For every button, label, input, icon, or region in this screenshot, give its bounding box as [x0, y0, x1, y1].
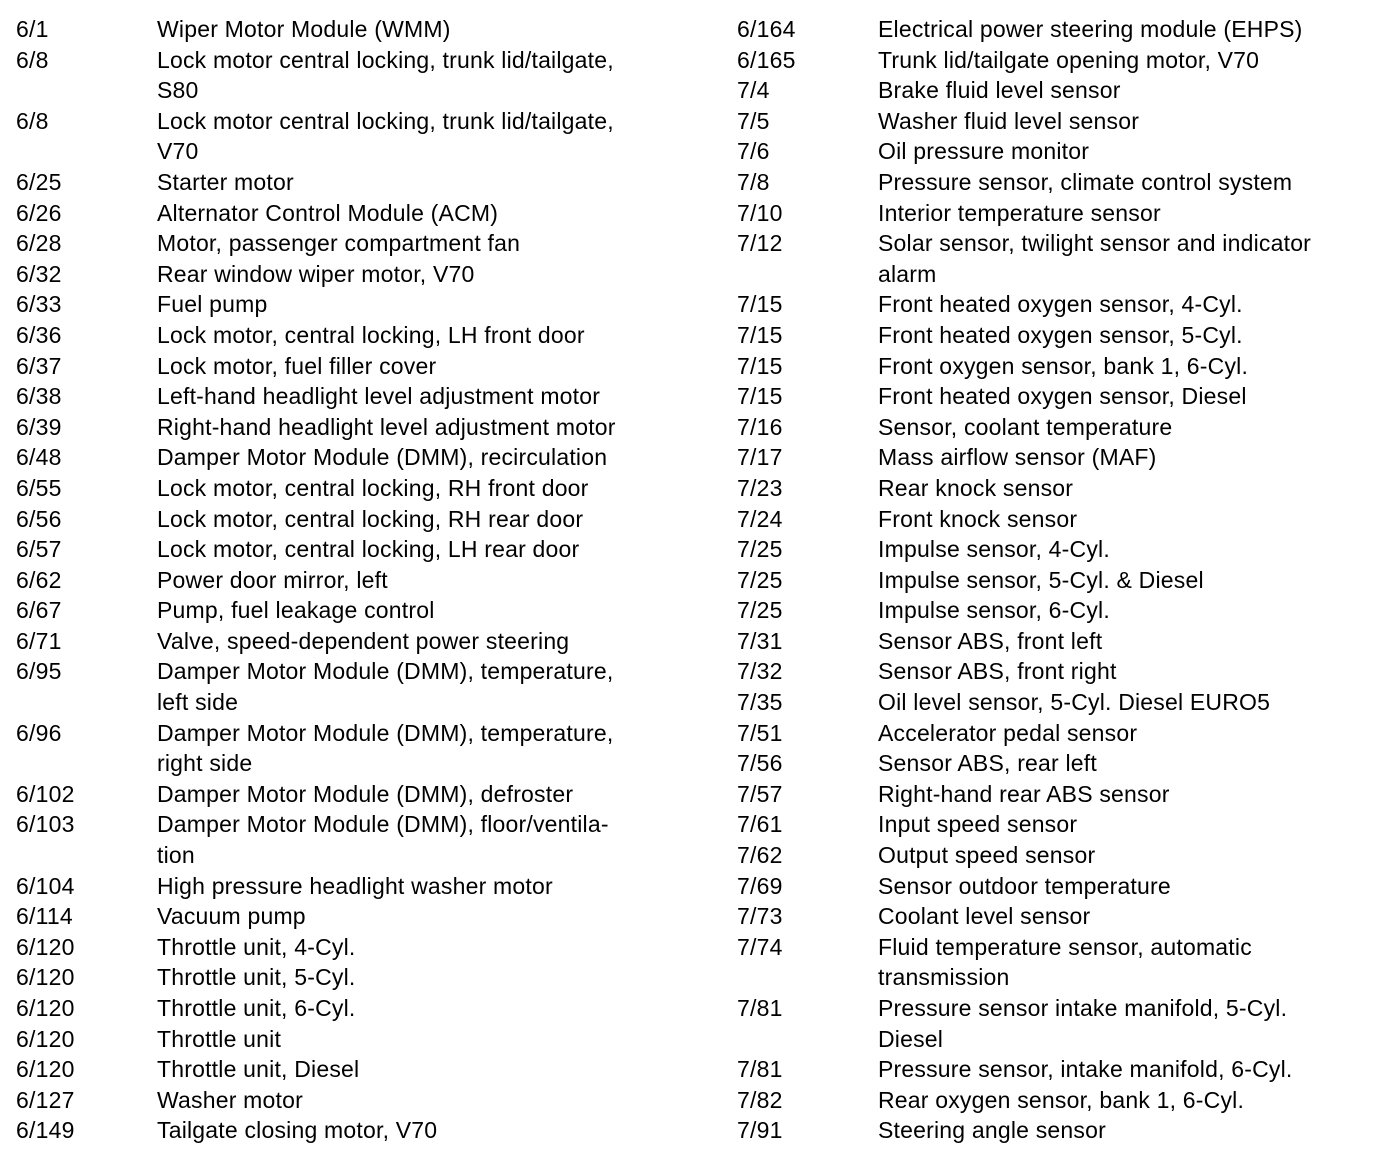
component-code: 6/1	[16, 16, 49, 42]
legend-entry	[737, 75, 1367, 106]
component-description: Rear window wiper motor, V70	[157, 260, 475, 287]
component-description: Pump, fuel leakage control	[157, 597, 435, 624]
component-code: 7/15	[737, 291, 783, 318]
component-code: 7/56	[737, 750, 783, 777]
legend-entry	[16, 228, 696, 259]
component-code: 7/57	[737, 780, 783, 807]
component-description: Damper Motor Module (DMM), recirculation	[157, 444, 608, 471]
legend-entry	[737, 1085, 1367, 1116]
component-code: 6/28	[16, 230, 62, 257]
component-code: 7/6	[737, 138, 770, 165]
component-code: 7/15	[737, 352, 783, 379]
legend-entry	[737, 748, 1367, 779]
component-code: 6/149	[16, 1117, 75, 1144]
legend-entry	[737, 1115, 1367, 1146]
component-code: 6/8	[16, 46, 49, 73]
component-code: 7/4	[737, 77, 770, 104]
legend-entry	[16, 1115, 696, 1146]
component-code: 6/37	[16, 352, 62, 379]
legend-entry	[737, 198, 1367, 229]
component-code: 6/165	[737, 46, 796, 73]
legend-entry	[16, 504, 696, 535]
component-code: 7/32	[737, 658, 783, 685]
legend-entry	[16, 656, 696, 717]
component-code: 7/73	[737, 903, 783, 930]
component-code: 7/15	[737, 383, 783, 410]
component-description: Throttle unit, Diesel	[157, 1056, 360, 1083]
component-code: 7/62	[737, 842, 783, 869]
legend-entry	[737, 351, 1367, 382]
component-description: Lock motor central locking, trunk lid/tailgate, S80	[157, 46, 614, 104]
component-description: Pressure sensor, climate control system	[878, 168, 1293, 195]
component-code: 6/56	[16, 505, 62, 532]
component-code: 6/104	[16, 872, 75, 899]
component-code: 6/120	[16, 1056, 75, 1083]
component-code: 7/12	[737, 230, 783, 257]
component-code: 7/91	[737, 1117, 783, 1144]
legend-entry	[737, 289, 1367, 320]
component-description: Output speed sensor	[878, 842, 1096, 869]
component-code: 7/17	[737, 444, 783, 471]
component-code: 7/10	[737, 199, 783, 226]
legend-entry	[737, 412, 1367, 443]
component-code: 6/96	[16, 719, 62, 746]
legend-entry	[737, 565, 1367, 596]
component-code: 6/32	[16, 260, 62, 287]
component-description: Damper Motor Module (DMM), temperature, left side	[157, 658, 614, 716]
component-code: 7/25	[737, 536, 783, 563]
legend-entry	[737, 442, 1367, 473]
component-description: Rear oxygen sensor, bank 1, 6-Cyl.	[878, 1086, 1245, 1113]
legend-entry	[16, 901, 696, 932]
component-description: Damper Motor Module (DMM), defroster	[157, 780, 574, 807]
component-description: Impulse sensor, 4-Cyl.	[878, 536, 1110, 563]
component-code: 7/15	[737, 321, 783, 348]
component-description: Alternator Control Module (ACM)	[157, 199, 499, 226]
component-description: Lock motor, central locking, RH front door	[157, 474, 589, 501]
component-description: Impulse sensor, 5-Cyl. & Diesel	[878, 566, 1204, 593]
legend-entry	[737, 871, 1367, 902]
left-legend-column	[16, 14, 696, 1146]
legend-entry	[737, 136, 1367, 167]
legend-entry	[737, 718, 1367, 749]
legend-entry	[737, 167, 1367, 198]
component-description: Trunk lid/tailgate opening motor, V70	[878, 46, 1260, 73]
legend-entry	[16, 198, 696, 229]
component-code: 7/74	[737, 933, 783, 960]
component-code: 6/25	[16, 168, 62, 195]
legend-entry	[16, 14, 696, 45]
legend-entry	[16, 259, 696, 290]
legend-entry	[737, 534, 1367, 565]
component-description: Pressure sensor, intake manifold, 6-Cyl.	[878, 1056, 1293, 1083]
legend-entry	[16, 351, 696, 382]
component-code: 7/23	[737, 474, 783, 501]
component-description: Damper Motor Module (DMM), temperature, right side	[157, 719, 614, 777]
legend-entry	[16, 1054, 696, 1085]
legend-entry	[16, 1024, 696, 1055]
component-description: Front oxygen sensor, bank 1, 6-Cyl.	[878, 352, 1249, 379]
right-legend-column	[737, 14, 1367, 1146]
component-description: Front heated oxygen sensor, 4-Cyl.	[878, 291, 1243, 318]
legend-entry	[737, 840, 1367, 871]
legend-entry	[737, 1054, 1367, 1085]
legend-entry	[16, 993, 696, 1024]
component-description: Sensor ABS, rear left	[878, 750, 1097, 777]
component-code: 6/95	[16, 658, 62, 685]
component-code: 7/35	[737, 689, 783, 716]
component-description: Accelerator pedal sensor	[878, 719, 1138, 746]
legend-entry	[16, 167, 696, 198]
legend-entry	[16, 932, 696, 963]
component-description: Lock motor, fuel filler cover	[157, 352, 437, 379]
component-description: Throttle unit, 4-Cyl.	[157, 933, 356, 960]
legend-entry	[16, 779, 696, 810]
component-description: Starter motor	[157, 168, 294, 195]
component-description: Pressure sensor intake manifold, 5-Cyl. Diesel	[878, 995, 1288, 1052]
component-code: 6/120	[16, 995, 75, 1021]
component-description: High pressure headlight washer motor	[157, 872, 553, 899]
component-description: Lock motor central locking, trunk lid/tailgate, V70	[157, 107, 614, 165]
component-code: 6/127	[16, 1086, 75, 1113]
component-code: 7/24	[737, 505, 783, 532]
legend-entry	[737, 779, 1367, 810]
component-code: 6/120	[16, 933, 75, 960]
component-code: 7/81	[737, 1056, 783, 1083]
legend-entry	[16, 320, 696, 351]
component-code: 6/57	[16, 536, 62, 563]
legend-entry	[737, 993, 1367, 1054]
component-code: 7/5	[737, 107, 770, 134]
legend-entry	[16, 565, 696, 596]
legend-entry	[16, 962, 696, 993]
legend-entry	[16, 106, 696, 167]
legend-entry	[16, 473, 696, 504]
legend-entry	[16, 718, 696, 779]
component-code: 6/62	[16, 566, 62, 593]
legend-entry	[16, 45, 696, 106]
component-description: Sensor outdoor temperature	[878, 872, 1171, 899]
component-code: 6/33	[16, 291, 62, 318]
legend-entry	[737, 106, 1367, 137]
component-description: Throttle unit	[157, 1025, 282, 1052]
component-description: Lock motor, central locking, LH front door	[157, 321, 585, 348]
component-description: Wiper Motor Module (WMM)	[157, 16, 451, 42]
component-description: Front heated oxygen sensor, Diesel	[878, 383, 1247, 410]
component-description: Motor, passenger compartment fan	[157, 230, 521, 257]
component-description: Brake fluid level sensor	[878, 77, 1121, 104]
component-description: Sensor, coolant temperature	[878, 413, 1173, 440]
component-description: Impulse sensor, 6-Cyl.	[878, 597, 1110, 624]
legend-entry	[737, 932, 1367, 993]
component-description: Right-hand headlight level adjustment motor	[157, 413, 616, 440]
legend-entry	[737, 656, 1367, 687]
component-code: 6/114	[16, 903, 73, 930]
legend-entry	[737, 809, 1367, 840]
component-description: Vacuum pump	[157, 903, 306, 930]
component-code: 6/71	[16, 627, 62, 654]
legend-entry	[737, 473, 1367, 504]
legend-entry	[16, 289, 696, 320]
legend-entry	[737, 14, 1367, 45]
component-code: 7/31	[737, 627, 783, 654]
component-code: 6/164	[737, 16, 796, 42]
component-description: Lock motor, central locking, LH rear door	[157, 536, 580, 563]
component-code: 7/69	[737, 872, 783, 899]
component-code: 6/55	[16, 474, 62, 501]
component-description: Sensor ABS, front left	[878, 627, 1103, 654]
component-description: Damper Motor Module (DMM), floor/ventila- tion	[157, 811, 609, 869]
component-code: 6/26	[16, 199, 62, 226]
legend-entry	[16, 442, 696, 473]
component-description: Washer motor	[157, 1086, 303, 1113]
component-code: 7/8	[737, 168, 770, 195]
legend-entry	[16, 809, 696, 870]
legend-entry	[16, 871, 696, 902]
legend-entry	[737, 45, 1367, 76]
component-code: 7/81	[737, 995, 783, 1021]
component-code: 7/82	[737, 1086, 783, 1113]
legend-entry	[737, 320, 1367, 351]
component-description: Valve, speed-dependent power steering	[157, 627, 570, 654]
component-code: 7/61	[737, 811, 783, 838]
component-description: Fluid temperature sensor, automatic transmission	[878, 933, 1252, 991]
legend-entry	[16, 595, 696, 626]
component-description: Interior temperature sensor	[878, 199, 1161, 226]
component-code: 6/120	[16, 1025, 75, 1052]
component-code: 7/51	[737, 719, 783, 746]
legend-entry	[16, 626, 696, 657]
component-code: 6/120	[16, 964, 75, 991]
legend-entry	[737, 626, 1367, 657]
component-description: Solar sensor, twilight sensor and indicator alarm	[878, 230, 1312, 287]
legend-entry	[737, 595, 1367, 626]
component-description: Coolant level sensor	[878, 903, 1091, 930]
legend-entry	[737, 504, 1367, 535]
component-description: Throttle unit, 6-Cyl.	[157, 995, 356, 1021]
legend-entry	[16, 381, 696, 412]
component-description: Front heated oxygen sensor, 5-Cyl.	[878, 321, 1243, 348]
component-description: Fuel pump	[157, 291, 268, 318]
component-description: Power door mirror, left	[157, 566, 388, 593]
legend-entry	[16, 1085, 696, 1116]
component-code: 7/25	[737, 597, 783, 624]
legend-entry	[737, 687, 1367, 718]
component-description: Input speed sensor	[878, 811, 1078, 838]
component-description: Sensor ABS, front right	[878, 658, 1117, 685]
component-description: Front knock sensor	[878, 505, 1078, 532]
component-description: Rear knock sensor	[878, 474, 1074, 501]
component-code: 6/102	[16, 780, 75, 807]
component-description: Washer fluid level sensor	[878, 107, 1140, 134]
component-description: Tailgate closing motor, V70	[157, 1117, 438, 1144]
component-code: 7/25	[737, 566, 783, 593]
component-description: Oil level sensor, 5-Cyl. Diesel EURO5	[878, 689, 1271, 716]
component-code: 6/39	[16, 413, 62, 440]
component-description: Lock motor, central locking, RH rear door	[157, 505, 584, 532]
component-description: Left-hand headlight level adjustment motor	[157, 383, 601, 410]
component-code: 7/16	[737, 413, 783, 440]
component-description: Mass airflow sensor (MAF)	[878, 444, 1157, 471]
component-description: Electrical power steering module (EHPS)	[878, 16, 1303, 42]
legend-entry	[16, 412, 696, 443]
legend-entry	[737, 381, 1367, 412]
component-description: Oil pressure monitor	[878, 138, 1090, 165]
legend-entry	[737, 901, 1367, 932]
component-code: 6/38	[16, 383, 62, 410]
legend-entry	[16, 534, 696, 565]
component-code: 6/67	[16, 597, 62, 624]
component-description: Right-hand rear ABS sensor	[878, 780, 1170, 807]
component-code: 6/8	[16, 107, 49, 134]
component-code: 6/36	[16, 321, 62, 348]
legend-entry	[737, 228, 1367, 289]
component-description: Steering angle sensor	[878, 1117, 1106, 1144]
component-code: 6/48	[16, 444, 62, 471]
component-description: Throttle unit, 5-Cyl.	[157, 964, 356, 991]
component-code: 6/103	[16, 811, 75, 838]
